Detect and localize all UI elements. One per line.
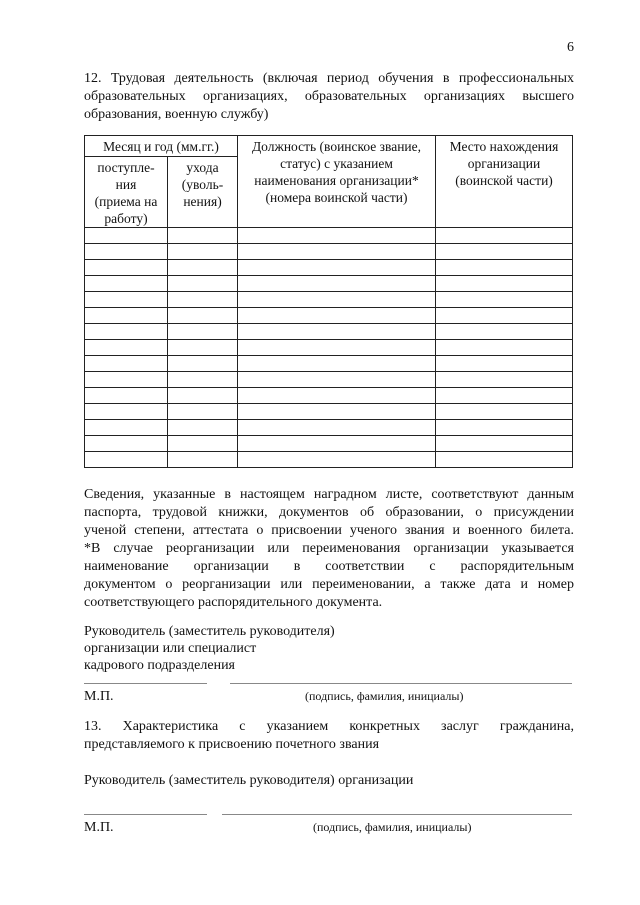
note-line: соответствующего распорядительного документа. — [84, 595, 383, 610]
signer-line: Руководитель (заместитель руководителя) — [84, 624, 335, 639]
table-row — [85, 420, 573, 436]
signature-line-2[interactable] — [222, 814, 572, 815]
note-line: ученой степени, аттестата о присвоении ученого звания и военного билета. — [84, 523, 574, 538]
note-line: документом о реорганизации или переименовании, а также дата и номер — [84, 577, 574, 592]
section-13-heading — [84, 718, 574, 754]
table-row — [85, 340, 573, 356]
table-row — [85, 228, 573, 244]
table-row — [85, 372, 573, 388]
employment-table — [84, 135, 573, 468]
table-row — [85, 244, 573, 260]
header-start: поступле- ния (приема на работу) — [85, 157, 168, 228]
note-line: наименование организации в соответствии с распорядительным — [84, 559, 574, 574]
table-row — [85, 308, 573, 324]
table-row — [85, 452, 573, 468]
header-end: ухода (уволь- нения) — [168, 157, 238, 228]
table-row — [85, 324, 573, 340]
table-row — [85, 404, 573, 420]
section-12-line-2: образовательных организациях, образовательных организациях высшего — [84, 89, 574, 104]
signature-caption: (подпись, фамилия, инициалы) — [305, 689, 464, 703]
table-row — [85, 292, 573, 308]
note-line: *В случае реорганизации или переименования организации указывается — [84, 541, 574, 556]
signer-line: кадрового подразделения — [84, 658, 235, 673]
page-number: 6 — [567, 40, 574, 55]
signature-caption-2: (подпись, фамилия, инициалы) — [313, 820, 472, 834]
table-row — [85, 276, 573, 292]
note-line: паспорта, трудовой книжки, документов об образовании, о присуждении — [84, 505, 574, 520]
section-12-line-3: образования, военную службу) — [84, 107, 269, 122]
section-13-line-2: представляемого к присвоению почетного звания — [84, 737, 380, 752]
section-12-line-1: 12. Трудовая деятельность (включая период обучения в профессиональных — [84, 71, 574, 86]
signature-line[interactable] — [230, 683, 572, 684]
section-12-heading — [84, 70, 574, 124]
stamp-label-2: М.П. — [84, 820, 114, 835]
notes-block — [84, 486, 574, 612]
header-location: Место нахождения организации (воинской части) — [436, 136, 573, 228]
header-position: Должность (воинское звание, статус) с указанием наименования организации* (номера воинской части) — [238, 136, 436, 228]
stamp-line-2 — [84, 814, 207, 815]
signer-line: организации или специалист — [84, 641, 257, 656]
header-month-year: Месяц и год (мм.гг.) — [85, 136, 238, 157]
stamp-label: М.П. — [84, 689, 114, 704]
note-line: Сведения, указанные в настоящем наградном листе, соответствуют данным — [84, 487, 574, 502]
stamp-line — [84, 683, 207, 684]
table-row — [85, 356, 573, 372]
signature-block-1 — [84, 623, 335, 674]
section-13-line-1: 13. Характеристика с указанием конкретных заслуг гражданина, — [84, 719, 574, 734]
signer-line-2: Руководитель (заместитель руководителя) организации — [84, 773, 414, 788]
table-row — [85, 436, 573, 452]
table-row — [85, 260, 573, 276]
table-row — [85, 388, 573, 404]
